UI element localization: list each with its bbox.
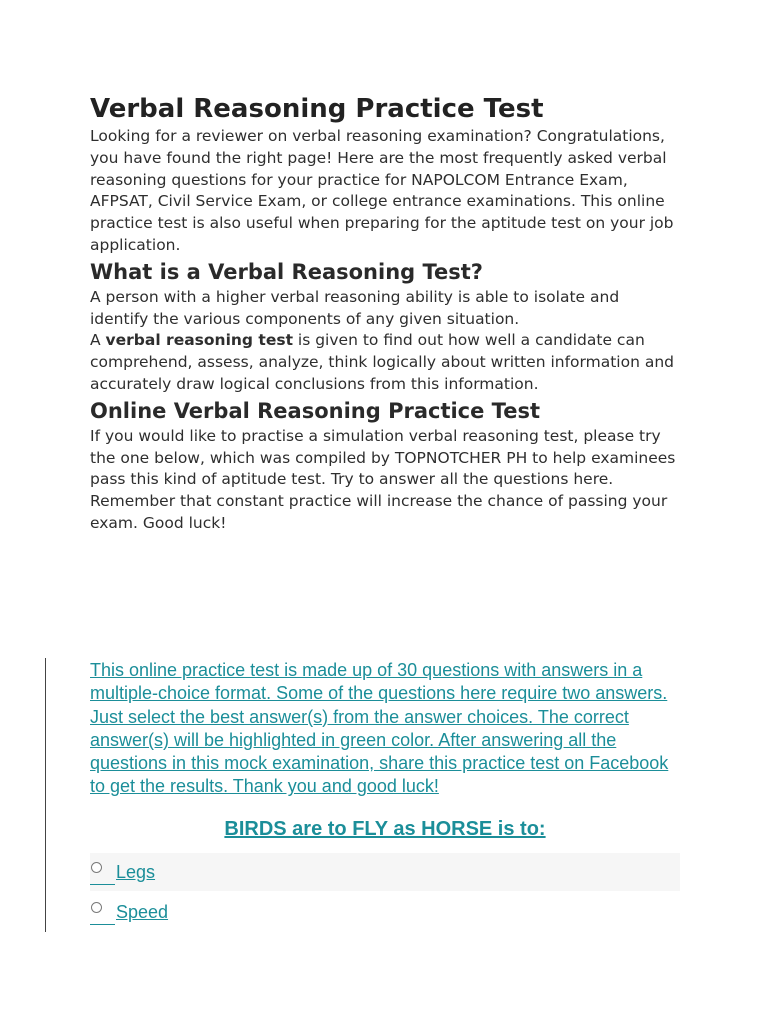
paragraph-line: A person with a higher verbal reasoning ability is able to isolate and identify the various components of any given situation. [90, 287, 620, 328]
answer-option[interactable] [90, 853, 680, 891]
answer-option[interactable] [90, 893, 680, 931]
answer-label[interactable]: Legs [116, 861, 156, 882]
section-heading-what-is: What is a Verbal Reasoning Test? [90, 259, 483, 284]
section-paragraph-what-is [90, 287, 680, 396]
option-underline [90, 924, 115, 925]
section-heading-online-test: Online Verbal Reasoning Practice Test [90, 398, 540, 423]
answer-options [90, 853, 680, 931]
quiz-intro-link[interactable]: This online practice test is made up of 30 questions with answers in a multiple-choice format. Some of the questions here require two answers. Just select the best answer(s) from the answer choices. The correct answer(s) will be highlighted in green color. After answering all the questions in this mock examination, share this practice test on Facebook to get the results. Thank you and good luck! [90, 660, 669, 797]
radio-button[interactable] [91, 902, 102, 913]
quiz-divider [45, 658, 46, 932]
paragraph-rest: is given to find out how well a candidate can comprehend, assess, analyze, think logically about written information and accurately draw logical conclusions from this information. [90, 331, 674, 393]
quiz-question: BIRDS are to FLY as HORSE is to: [224, 818, 546, 840]
bold-term: verbal reasoning test [105, 331, 293, 350]
answer-label[interactable]: Speed [116, 901, 169, 922]
option-underline [90, 884, 115, 885]
page-title: Verbal Reasoning Practice Test [90, 94, 544, 124]
paragraph-lead: A [90, 331, 106, 350]
article [90, 92, 680, 535]
intro-paragraph: Looking for a reviewer on verbal reasoning examination? Congratulations, you have found the right page! Here are the most frequently asked verbal reasoning questions for your practice for NAPOLCOM Entrance Exam, AFPSAT, Civil Service Exam, or college entrance examinations. This online practice test is also useful when preparing for the aptitude test on your job application. [90, 127, 674, 254]
radio-button[interactable] [91, 862, 102, 873]
section-paragraph-online-test: If you would like to practise a simulation verbal reasoning test, please try the one below, which was compiled by TOPNOTCHER PH to help examinees pass this kind of aptitude test. Try to answer all the questions here. Remember that constant practice will increase the chance of passing your exam. Good luck! [90, 426, 676, 532]
